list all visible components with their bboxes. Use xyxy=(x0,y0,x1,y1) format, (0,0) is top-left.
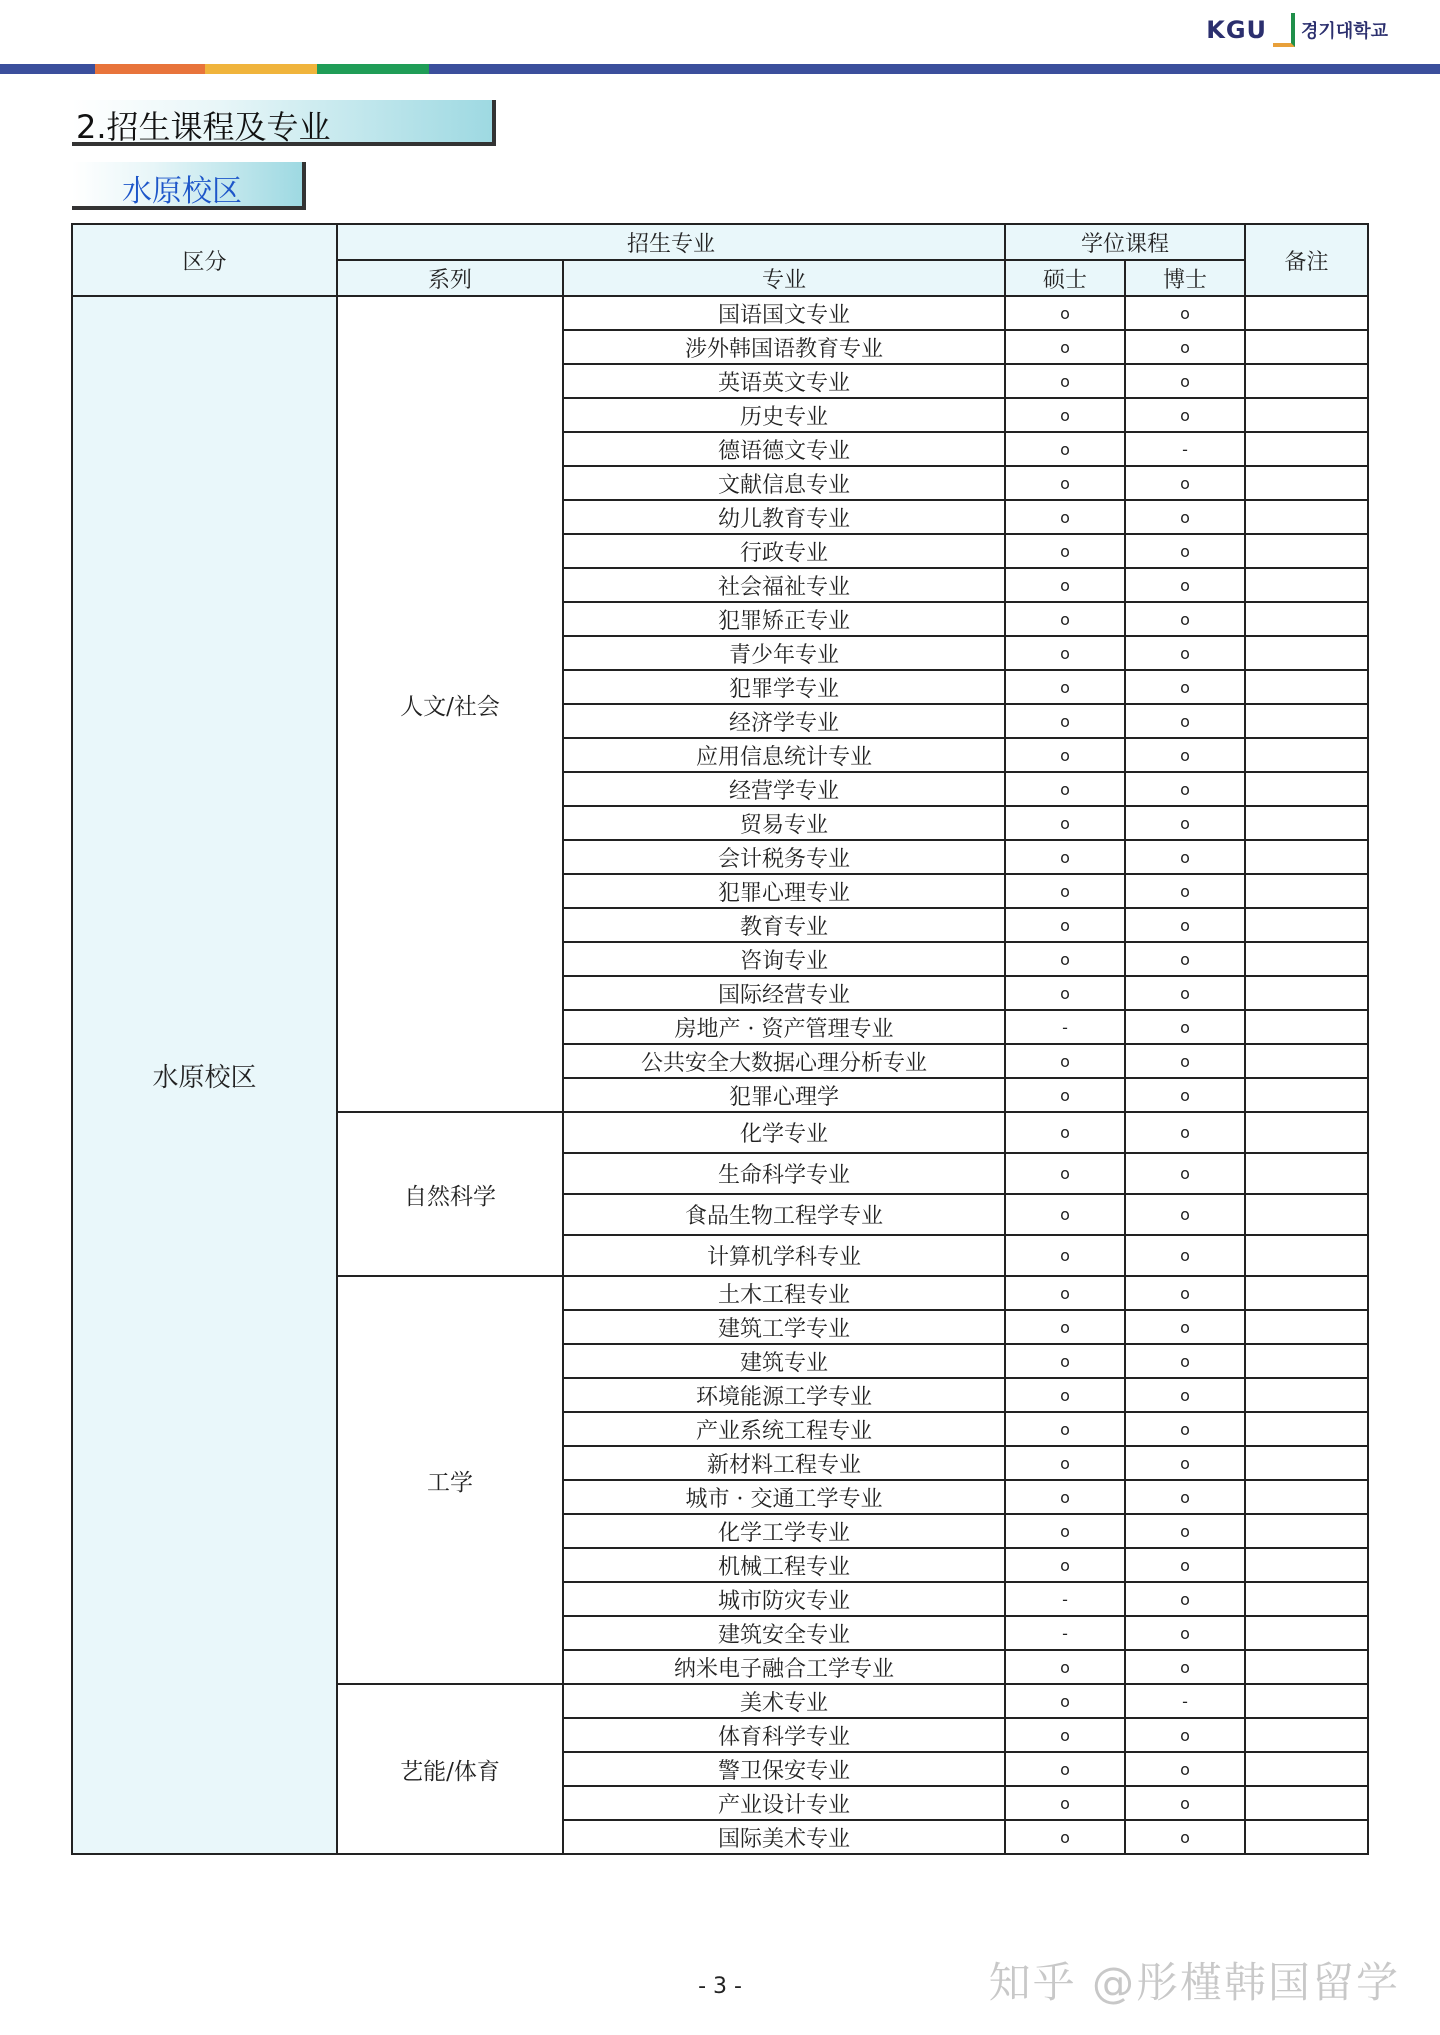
table-body xyxy=(72,296,1368,1854)
doctor-cell: o xyxy=(1125,976,1245,1010)
stripe-segment xyxy=(429,64,1440,74)
master-cell: o xyxy=(1005,1235,1125,1276)
page-number: - 3 - xyxy=(698,1974,742,1999)
major-cell: 犯罪学专业 xyxy=(563,670,1005,704)
master-cell: o xyxy=(1005,806,1125,840)
master-cell: o xyxy=(1005,1194,1125,1235)
remarks-cell xyxy=(1245,602,1368,636)
remarks-cell xyxy=(1245,636,1368,670)
remarks-cell xyxy=(1245,1078,1368,1112)
remarks-cell xyxy=(1245,1514,1368,1548)
master-cell: o xyxy=(1005,1650,1125,1684)
master-cell: o xyxy=(1005,704,1125,738)
doctor-cell: o xyxy=(1125,1276,1245,1310)
doctor-cell: o xyxy=(1125,1344,1245,1378)
major-cell: 机械工程专业 xyxy=(563,1548,1005,1582)
series-cell: 人文/社会 xyxy=(337,296,563,1112)
master-cell: o xyxy=(1005,1078,1125,1112)
remarks-cell xyxy=(1245,364,1368,398)
major-cell: 建筑专业 xyxy=(563,1344,1005,1378)
master-cell: o xyxy=(1005,1684,1125,1718)
remarks-cell xyxy=(1245,1194,1368,1235)
doctor-cell: o xyxy=(1125,398,1245,432)
remarks-cell xyxy=(1245,1412,1368,1446)
master-cell: o xyxy=(1005,1446,1125,1480)
doctor-cell: o xyxy=(1125,1235,1245,1276)
campus-cell: 水原校区 xyxy=(72,296,337,1854)
doctor-cell: o xyxy=(1125,1112,1245,1153)
remarks-cell xyxy=(1245,908,1368,942)
major-cell: 食品生物工程学专业 xyxy=(563,1194,1005,1235)
doctor-cell: o xyxy=(1125,1153,1245,1194)
stripe-segment xyxy=(205,64,317,74)
major-cell: 国语国文专业 xyxy=(563,296,1005,330)
doctor-cell: o xyxy=(1125,874,1245,908)
master-cell: o xyxy=(1005,500,1125,534)
major-cell: 新材料工程专业 xyxy=(563,1446,1005,1480)
major-cell: 房地产 · 资产管理专业 xyxy=(563,1010,1005,1044)
major-cell: 应用信息统计专业 xyxy=(563,738,1005,772)
header-admission-majors: 招生专业 xyxy=(337,224,1005,260)
master-cell: o xyxy=(1005,772,1125,806)
remarks-cell xyxy=(1245,500,1368,534)
master-cell: o xyxy=(1005,364,1125,398)
doctor-cell: o xyxy=(1125,1412,1245,1446)
doctor-cell: o xyxy=(1125,602,1245,636)
remarks-cell xyxy=(1245,1310,1368,1344)
major-cell: 英语英文专业 xyxy=(563,364,1005,398)
series-cell: 自然科学 xyxy=(337,1112,563,1276)
major-cell: 纳米电子融合工学专业 xyxy=(563,1650,1005,1684)
master-cell: o xyxy=(1005,874,1125,908)
major-cell: 土木工程专业 xyxy=(563,1276,1005,1310)
header-master: 硕士 xyxy=(1005,260,1125,296)
master-cell: o xyxy=(1005,1514,1125,1548)
master-cell: o xyxy=(1005,1480,1125,1514)
major-cell: 犯罪矫正专业 xyxy=(563,602,1005,636)
remarks-cell xyxy=(1245,1684,1368,1718)
major-cell: 环境能源工学专业 xyxy=(563,1378,1005,1412)
major-cell: 化学专业 xyxy=(563,1112,1005,1153)
major-cell: 化学工学专业 xyxy=(563,1514,1005,1548)
major-cell: 犯罪心理学 xyxy=(563,1078,1005,1112)
major-cell: 经营学专业 xyxy=(563,772,1005,806)
master-cell: o xyxy=(1005,1718,1125,1752)
master-cell: o xyxy=(1005,534,1125,568)
remarks-cell xyxy=(1245,670,1368,704)
university-logo xyxy=(1206,8,1388,52)
doctor-cell: o xyxy=(1125,1514,1245,1548)
section-title: 2.招生课程及专业 xyxy=(76,108,331,146)
major-cell: 城市防灾专业 xyxy=(563,1582,1005,1616)
master-cell: - xyxy=(1005,1616,1125,1650)
header-color-stripe xyxy=(0,64,1440,74)
doctor-cell: o xyxy=(1125,534,1245,568)
major-cell: 建筑安全专业 xyxy=(563,1616,1005,1650)
doctor-cell: o xyxy=(1125,772,1245,806)
master-cell: o xyxy=(1005,602,1125,636)
remarks-cell xyxy=(1245,1344,1368,1378)
doctor-cell: o xyxy=(1125,568,1245,602)
doctor-cell: o xyxy=(1125,1548,1245,1582)
doctor-cell: o xyxy=(1125,1194,1245,1235)
remarks-cell xyxy=(1245,806,1368,840)
doctor-cell: o xyxy=(1125,806,1245,840)
doctor-cell: o xyxy=(1125,1078,1245,1112)
remarks-cell xyxy=(1245,330,1368,364)
doctor-cell: o xyxy=(1125,466,1245,500)
master-cell: o xyxy=(1005,296,1125,330)
remarks-cell xyxy=(1245,1235,1368,1276)
doctor-cell: o xyxy=(1125,364,1245,398)
remarks-cell xyxy=(1245,772,1368,806)
doctor-cell: o xyxy=(1125,1582,1245,1616)
major-cell: 生命科学专业 xyxy=(563,1153,1005,1194)
master-cell: o xyxy=(1005,330,1125,364)
header-degree-programs: 学位课程 xyxy=(1005,224,1245,260)
header-division: 区分 xyxy=(72,224,337,296)
doctor-cell: o xyxy=(1125,738,1245,772)
remarks-cell xyxy=(1245,398,1368,432)
major-cell: 警卫保安专业 xyxy=(563,1752,1005,1786)
doctor-cell: o xyxy=(1125,704,1245,738)
remarks-cell xyxy=(1245,840,1368,874)
master-cell: o xyxy=(1005,1310,1125,1344)
series-cell: 艺能/体育 xyxy=(337,1684,563,1854)
major-cell: 德语德文专业 xyxy=(563,432,1005,466)
remarks-cell xyxy=(1245,1276,1368,1310)
master-cell: o xyxy=(1005,840,1125,874)
master-cell: o xyxy=(1005,738,1125,772)
remarks-cell xyxy=(1245,738,1368,772)
doctor-cell: o xyxy=(1125,1752,1245,1786)
logo-abbr: KGU xyxy=(1206,16,1268,44)
master-cell: - xyxy=(1005,1010,1125,1044)
doctor-cell: - xyxy=(1125,1684,1245,1718)
header-major: 专业 xyxy=(563,260,1005,296)
master-cell: o xyxy=(1005,942,1125,976)
logo-bracket-icon xyxy=(1273,13,1295,47)
master-cell: - xyxy=(1005,1582,1125,1616)
master-cell: o xyxy=(1005,432,1125,466)
remarks-cell xyxy=(1245,1153,1368,1194)
table-row xyxy=(72,296,1368,330)
remarks-cell xyxy=(1245,1044,1368,1078)
campus-title-box xyxy=(72,162,306,210)
master-cell: o xyxy=(1005,1378,1125,1412)
stripe-segment xyxy=(95,64,205,74)
series-cell: 工学 xyxy=(337,1276,563,1684)
master-cell: o xyxy=(1005,1752,1125,1786)
major-cell: 计算机学科专业 xyxy=(563,1235,1005,1276)
remarks-cell xyxy=(1245,1112,1368,1153)
doctor-cell: o xyxy=(1125,1616,1245,1650)
header-remarks: 备注 xyxy=(1245,224,1368,296)
remarks-cell xyxy=(1245,534,1368,568)
major-cell: 行政专业 xyxy=(563,534,1005,568)
campus-title: 水原校区 xyxy=(122,174,242,209)
remarks-cell xyxy=(1245,1548,1368,1582)
majors-table xyxy=(71,223,1369,1855)
remarks-cell xyxy=(1245,1480,1368,1514)
master-cell: o xyxy=(1005,1786,1125,1820)
major-cell: 文献信息专业 xyxy=(563,466,1005,500)
master-cell: o xyxy=(1005,1344,1125,1378)
doctor-cell: o xyxy=(1125,1446,1245,1480)
major-cell: 幼儿教育专业 xyxy=(563,500,1005,534)
doctor-cell: o xyxy=(1125,1010,1245,1044)
master-cell: o xyxy=(1005,1820,1125,1854)
remarks-cell xyxy=(1245,1786,1368,1820)
major-cell: 美术专业 xyxy=(563,1684,1005,1718)
doctor-cell: o xyxy=(1125,500,1245,534)
doctor-cell: - xyxy=(1125,432,1245,466)
master-cell: o xyxy=(1005,1412,1125,1446)
major-cell: 国际经营专业 xyxy=(563,976,1005,1010)
section-title-box xyxy=(72,100,496,146)
remarks-cell xyxy=(1245,704,1368,738)
watermark: 知乎 @彤槿韩国留学 xyxy=(988,1958,1400,2007)
major-cell: 经济学专业 xyxy=(563,704,1005,738)
master-cell: o xyxy=(1005,1276,1125,1310)
remarks-cell xyxy=(1245,1616,1368,1650)
remarks-cell xyxy=(1245,1820,1368,1854)
remarks-cell xyxy=(1245,1010,1368,1044)
header-series: 系列 xyxy=(337,260,563,296)
master-cell: o xyxy=(1005,1548,1125,1582)
remarks-cell xyxy=(1245,432,1368,466)
doctor-cell: o xyxy=(1125,942,1245,976)
major-cell: 会计税务专业 xyxy=(563,840,1005,874)
remarks-cell xyxy=(1245,1582,1368,1616)
remarks-cell xyxy=(1245,1446,1368,1480)
master-cell: o xyxy=(1005,398,1125,432)
doctor-cell: o xyxy=(1125,908,1245,942)
doctor-cell: o xyxy=(1125,296,1245,330)
remarks-cell xyxy=(1245,942,1368,976)
doctor-cell: o xyxy=(1125,1820,1245,1854)
master-cell: o xyxy=(1005,908,1125,942)
master-cell: o xyxy=(1005,670,1125,704)
master-cell: o xyxy=(1005,1153,1125,1194)
master-cell: o xyxy=(1005,976,1125,1010)
remarks-cell xyxy=(1245,296,1368,330)
doctor-cell: o xyxy=(1125,1650,1245,1684)
major-cell: 青少年专业 xyxy=(563,636,1005,670)
remarks-cell xyxy=(1245,874,1368,908)
doctor-cell: o xyxy=(1125,1480,1245,1514)
doctor-cell: o xyxy=(1125,840,1245,874)
major-cell: 贸易专业 xyxy=(563,806,1005,840)
doctor-cell: o xyxy=(1125,1310,1245,1344)
major-cell: 公共安全大数据心理分析专业 xyxy=(563,1044,1005,1078)
doctor-cell: o xyxy=(1125,670,1245,704)
doctor-cell: o xyxy=(1125,330,1245,364)
master-cell: o xyxy=(1005,636,1125,670)
remarks-cell xyxy=(1245,568,1368,602)
major-cell: 历史专业 xyxy=(563,398,1005,432)
remarks-cell xyxy=(1245,1752,1368,1786)
master-cell: o xyxy=(1005,466,1125,500)
major-cell: 涉外韩国语教育专业 xyxy=(563,330,1005,364)
stripe-segment xyxy=(0,64,95,74)
doctor-cell: o xyxy=(1125,1786,1245,1820)
doctor-cell: o xyxy=(1125,1044,1245,1078)
major-cell: 产业设计专业 xyxy=(563,1786,1005,1820)
doctor-cell: o xyxy=(1125,636,1245,670)
doctor-cell: o xyxy=(1125,1378,1245,1412)
remarks-cell xyxy=(1245,1650,1368,1684)
major-cell: 社会福祉专业 xyxy=(563,568,1005,602)
major-cell: 建筑工学专业 xyxy=(563,1310,1005,1344)
remarks-cell xyxy=(1245,1718,1368,1752)
major-cell: 城市 · 交通工学专业 xyxy=(563,1480,1005,1514)
major-cell: 犯罪心理专业 xyxy=(563,874,1005,908)
stripe-segment xyxy=(317,64,429,74)
major-cell: 体育科学专业 xyxy=(563,1718,1005,1752)
major-cell: 国际美术专业 xyxy=(563,1820,1005,1854)
master-cell: o xyxy=(1005,568,1125,602)
master-cell: o xyxy=(1005,1112,1125,1153)
remarks-cell xyxy=(1245,976,1368,1010)
remarks-cell xyxy=(1245,1378,1368,1412)
major-cell: 教育专业 xyxy=(563,908,1005,942)
header-doctor: 博士 xyxy=(1125,260,1245,296)
major-cell: 咨询专业 xyxy=(563,942,1005,976)
remarks-cell xyxy=(1245,466,1368,500)
logo-name: 경기대학교 xyxy=(1301,21,1388,42)
master-cell: o xyxy=(1005,1044,1125,1078)
major-cell: 产业系统工程专业 xyxy=(563,1412,1005,1446)
doctor-cell: o xyxy=(1125,1718,1245,1752)
